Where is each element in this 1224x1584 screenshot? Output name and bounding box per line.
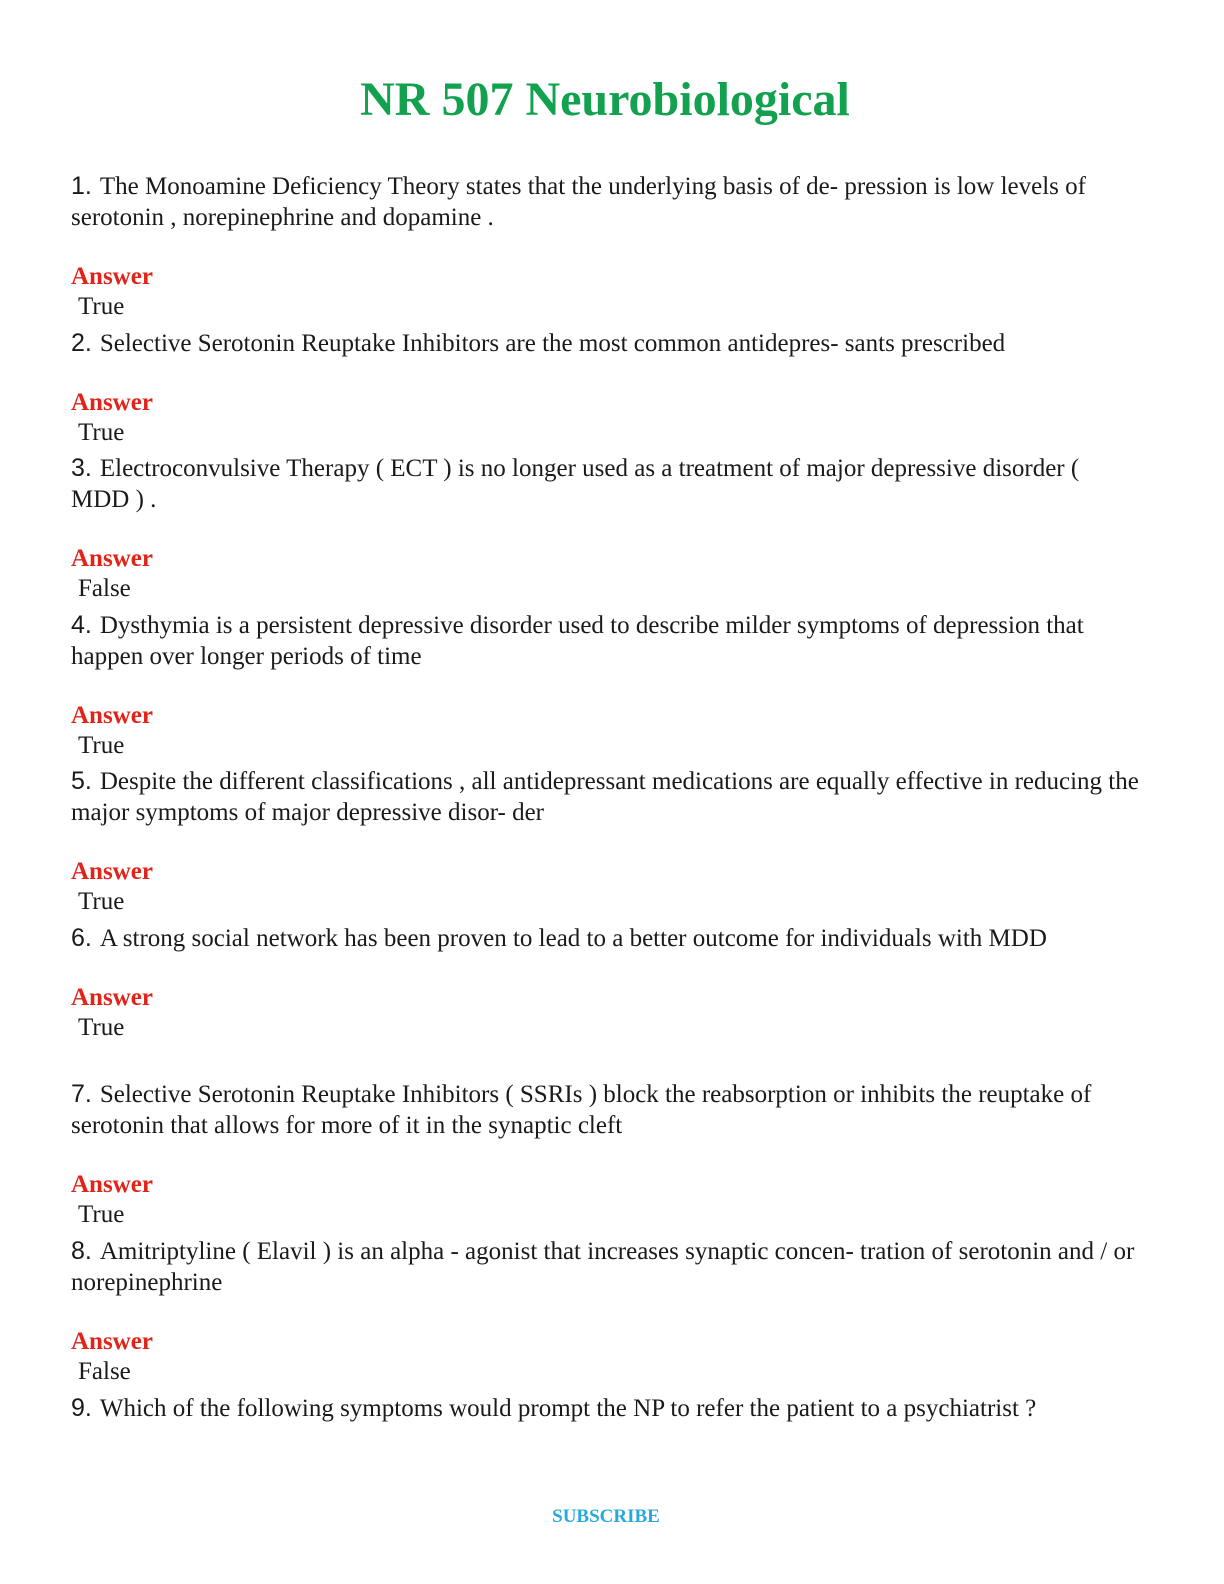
question-text: Despite the different classifications , all antidepressant medications are equally effective in reducing the major symptoms of major depressive disor- der xyxy=(71,768,1139,826)
qa-item xyxy=(71,1393,1141,1424)
question-number: 7. xyxy=(71,1080,92,1108)
question-number: 4. xyxy=(71,611,92,639)
question xyxy=(71,1393,1141,1424)
question-number: 6. xyxy=(71,924,92,952)
answer-label: Answer xyxy=(71,984,153,1011)
question xyxy=(71,610,1141,672)
qa-item xyxy=(71,766,1141,917)
answer-label: Answer xyxy=(71,263,153,290)
answer-label: Answer xyxy=(71,702,153,729)
question xyxy=(71,453,1141,515)
answer-value: True xyxy=(78,1014,125,1041)
question-number: 1. xyxy=(71,172,92,200)
subscribe-link[interactable]: SUBSCRIBE xyxy=(552,1506,660,1527)
answer-value: True xyxy=(78,293,125,320)
question xyxy=(71,1079,1141,1141)
question-text: Selective Serotonin Reuptake Inhibitors ( SSRIs ) block the reabsorption or inhibits the reuptake of serotonin that allows for more of it in the synaptic cleft xyxy=(71,1081,1092,1139)
page-title: NR 507 Neurobiological xyxy=(360,73,850,126)
qa-item xyxy=(71,923,1141,1043)
question xyxy=(71,328,1141,359)
question-text: Dysthymia is a persistent depressive disorder used to describe milder symptoms of depression that happen over longer periods of time xyxy=(71,612,1084,670)
question-text: Selective Serotonin Reuptake Inhibitors are the most common antidepres- sants prescribed xyxy=(99,330,1006,357)
answer-label: Answer xyxy=(71,858,153,885)
question-text: The Monoamine Deficiency Theory states that the underlying basis of de- pression is low levels of serotonin , norepinephrine and dopamine . xyxy=(71,173,1086,231)
qa-item xyxy=(71,1236,1141,1387)
question xyxy=(71,1236,1141,1298)
question xyxy=(71,171,1141,233)
answer-value: False xyxy=(78,575,131,602)
answer-label: Answer xyxy=(71,389,153,416)
qa-item xyxy=(71,1079,1141,1230)
question-number: 5. xyxy=(71,767,92,795)
answer-value: True xyxy=(78,732,125,759)
question xyxy=(71,766,1141,828)
question-text: A strong social network has been proven to lead to a better outcome for individuals with MDD xyxy=(99,925,1047,952)
question-text: Which of the following symptoms would prompt the NP to refer the patient to a psychiatrist ? xyxy=(99,1395,1037,1422)
answer-label: Answer xyxy=(71,1171,153,1198)
question-text: Amitriptyline ( Elavil ) is an alpha - agonist that increases synaptic concen- tration of serotonin and / or norepinephrine xyxy=(71,1238,1135,1296)
qa-item xyxy=(71,171,1141,322)
answer-value: True xyxy=(78,419,125,446)
question-text: Electroconvulsive Therapy ( ECT ) is no longer used as a treatment of major depressive disorder ( MDD ) . xyxy=(71,455,1080,513)
question-number: 9. xyxy=(71,1394,92,1422)
answer-value: True xyxy=(78,1201,125,1228)
answer-label: Answer xyxy=(71,1328,153,1355)
qa-item xyxy=(71,610,1141,761)
qa-item xyxy=(71,328,1141,448)
answer-label: Answer xyxy=(71,545,153,572)
question-number: 2. xyxy=(71,329,92,357)
answer-value: False xyxy=(78,1358,131,1385)
question-number: 3. xyxy=(71,454,92,482)
qa-item xyxy=(71,453,1141,604)
question xyxy=(71,923,1141,954)
answer-value: True xyxy=(78,888,125,915)
question-number: 8. xyxy=(71,1237,92,1265)
